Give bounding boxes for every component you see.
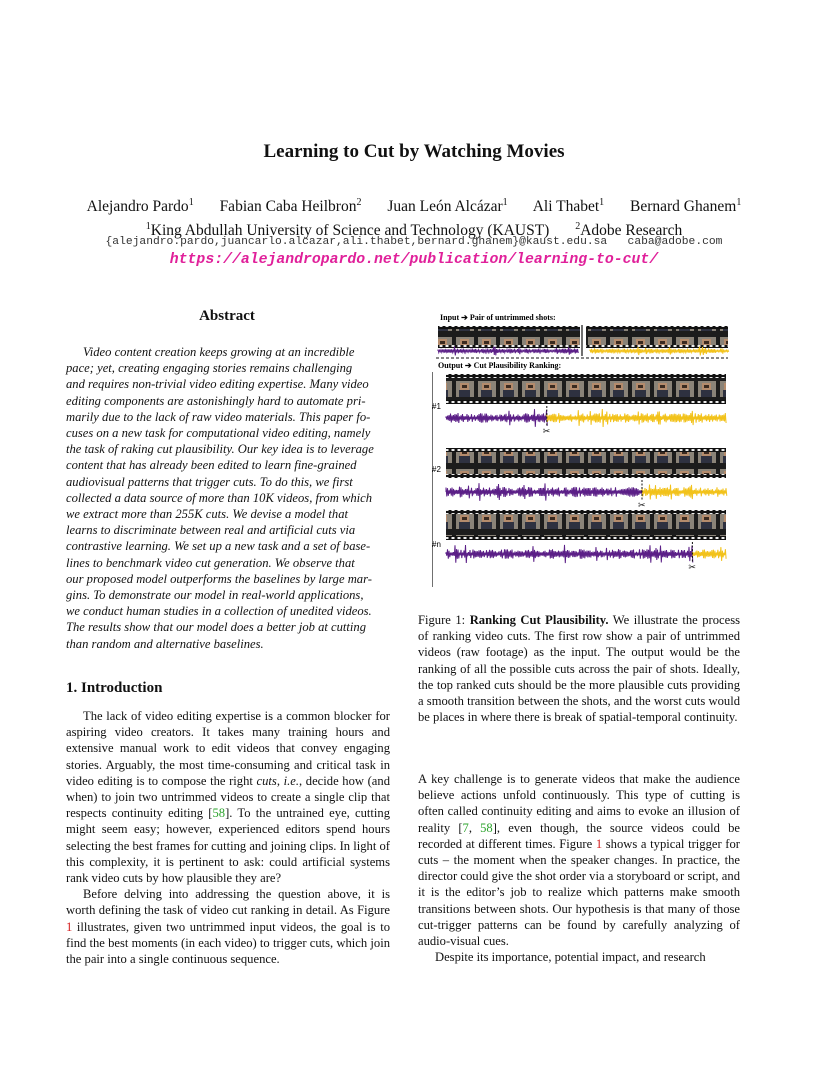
abstract-line: editing components are astonishingly hard to automate pri- <box>66 393 366 408</box>
ranked-cut-row-1 <box>446 374 726 436</box>
abstract-line: cuses on a new task for computational video editing, namely <box>66 426 371 441</box>
abstract-line: The results show that our model does a better job at cutting <box>66 620 367 635</box>
film-strip <box>446 374 726 404</box>
abstract-line: the task of raking cut plausibility. Our key idea is to leverage <box>66 442 374 457</box>
figure-output-label: Output ➔ Cut Plausibility Ranking: <box>438 361 562 370</box>
citation-link[interactable]: 7 <box>462 820 469 835</box>
affiliation: King Abdullah University of Science and Technology (KAUST) <box>150 222 550 240</box>
rank-label-1: #1 <box>432 402 441 411</box>
abstract-line: pace; yet, creating engaging stories remains challenging <box>66 361 353 376</box>
paragraph: Before delving into addressing the question above, it is worth defining the task of video cut ranking in detail. As Figure 1 illustrates, given two untrimmed input videos, the goal is to find the best moments (in each video) to trigger cuts, which join the pair into a single continuous sequence. <box>66 887 390 967</box>
abstract-line: content that has already been edited to learn fine-grained <box>66 458 357 473</box>
introduction-body <box>66 708 390 967</box>
figure-1-caption: Figure 1: Ranking Cut Plausibility. We illustrate the process of ranking video cuts. The first row show a pair of untrimmed videos (raw footage) as the input. The output would be the ranking of all the possible cuts across the pair of shots. Ideally, the top ranked cuts should be the more plausible cuts providing a smooth transition between the shots, and the worst cuts would be places in where there is break of spatial-temporal continuity. <box>418 613 740 725</box>
abstract-line: contrastive learning. We set up a new task and a set of base- <box>66 539 371 554</box>
paragraph: A key challenge is to generate videos that make the audience believe actions unfold continuously. This type of cutting is often called continuity editing and aims to evoke an illusion of reality [7, 58], even though, the source videos could be recorded at different times. Figure 1 shows a typical trigger for cuts – the moment when the speaker changes. In practice, the director could give the shot order via a storyboard or script, and it is the editor’s job to realize which patterns make smooth transitions between shots. Our hypothesis is that many of those cut-trigger patterns can be found by carefully analyzing of audio-visual cues. <box>418 772 740 949</box>
abstract-line: audiovisual patterns that trigger cuts. To do this, we first <box>66 474 353 489</box>
abstract-line: marily due to the lack of raw video materials. This paper fo- <box>66 409 371 424</box>
abstract-line: than random and alternative baselines. <box>66 636 264 651</box>
figure-1 <box>432 312 732 590</box>
figure-1-graphic <box>432 312 732 590</box>
email-adobe[interactable]: caba@adobe.com <box>627 236 723 248</box>
citation-link[interactable]: 58 <box>480 820 493 835</box>
author-name: Bernard Ghanem <box>630 198 737 216</box>
abstract-line: learns to discriminate between real and artificial cuts via <box>66 523 356 538</box>
waveform-shot-b <box>692 547 726 561</box>
scissors-icon: ✂ <box>688 562 696 572</box>
paragraph: The lack of video editing expertise is a common blocker for aspiring video creators. It takes many training hours and extensive manual work to edit videos that convey engaging stories. Arguably, the most time-consuming and critical task in video editing is to compose the right cuts, i.e., decide how (and when) to join two untrimmed videos to create a single clip that respects continuity editing [58]. To the untrained eye, cutting might seem easy; however, experienced editors spend hours selecting the best frames for cutting and joining clips. In light of this complexity, it is pertinent to ask: could artificial systems rank video cuts by how plausible they are? <box>66 709 391 886</box>
abstract-line: we conduct human studies in a collection of unedited videos. <box>66 604 372 619</box>
ranked-cut-row-2 <box>446 448 727 510</box>
abstract-line: Video content creation keeps growing at an incredible <box>83 345 355 359</box>
abstract-heading: Abstract <box>199 308 255 324</box>
waveform-shot-b <box>642 485 727 500</box>
right-column-body <box>418 771 740 965</box>
abstract-line: we extract more than 255K cuts. We devise a model that <box>66 507 349 522</box>
email-line <box>0 236 828 248</box>
waveform-shot-a <box>446 483 642 501</box>
author-block <box>0 193 828 241</box>
scissors-icon: ✂ <box>638 500 646 510</box>
input-shot-a-frames <box>438 326 580 348</box>
affiliation: Adobe Research <box>580 222 683 240</box>
abstract-line: collected a data source of more than 10K videos, from which <box>66 490 373 505</box>
figure-link[interactable]: 1 <box>595 836 603 851</box>
waveform-shot-a <box>446 409 547 427</box>
project-url[interactable]: https://alejandropardo.net/publication/learning-to-cut/ <box>169 252 659 268</box>
author-name: Alejandro Pardo <box>86 198 189 216</box>
email-kaust[interactable]: {alejandro.pardo,juancarlo.alcazar,ali.thabet,bernard.ghanem}@kaust.edu.sa <box>105 236 608 248</box>
film-strip <box>446 448 726 478</box>
abstract-body <box>66 344 390 652</box>
abstract-line: lines to benchmark video cut generation. We observe that <box>66 555 355 570</box>
author-list: Alejandro Pardo$^1$ Fabian Caba Heilbron$^2$ Juan León Alcázar$^1$ Ali Thabet$^1$ Bernard Ghanem$^1$ <box>86 197 742 216</box>
ranked-cut-row-n <box>446 510 726 572</box>
section-heading-introduction: 1. Introduction <box>66 680 163 696</box>
paragraph: Despite its importance, potential impact, and research <box>435 950 706 965</box>
author-name: Fabian Caba Heilbron <box>219 198 357 216</box>
scissors-icon: ✂ <box>542 426 551 436</box>
rank-label-n: #n <box>432 540 441 549</box>
abstract-line: and requires non-trivial video editing expertise. Many video <box>66 377 369 392</box>
figure-input-label: Input ➔ Pair of untrimmed shots: <box>440 313 556 322</box>
paper-title: Learning to Cut by Watching Movies <box>263 141 565 162</box>
author-name: Ali Thabet <box>532 198 600 216</box>
citation-link[interactable]: 58 <box>212 806 226 821</box>
film-strip <box>446 510 726 540</box>
waveform-shot-a <box>446 545 693 563</box>
input-shot-b-frames <box>586 326 728 348</box>
affiliation-list: $^1$King Abdullah University of Science and Technology (KAUST) $^2$Adobe Research <box>145 221 683 240</box>
rank-label-2: #2 <box>432 465 441 474</box>
figure-link[interactable]: 1 <box>66 919 73 934</box>
abstract-line: our proposed model outperforms the baselines by large mar- <box>66 571 372 586</box>
author-name: Juan León Alcázar <box>387 198 503 216</box>
waveform-shot-b <box>547 409 726 427</box>
abstract-line: gins. To demonstrate our model in real-world applications, <box>66 588 364 603</box>
